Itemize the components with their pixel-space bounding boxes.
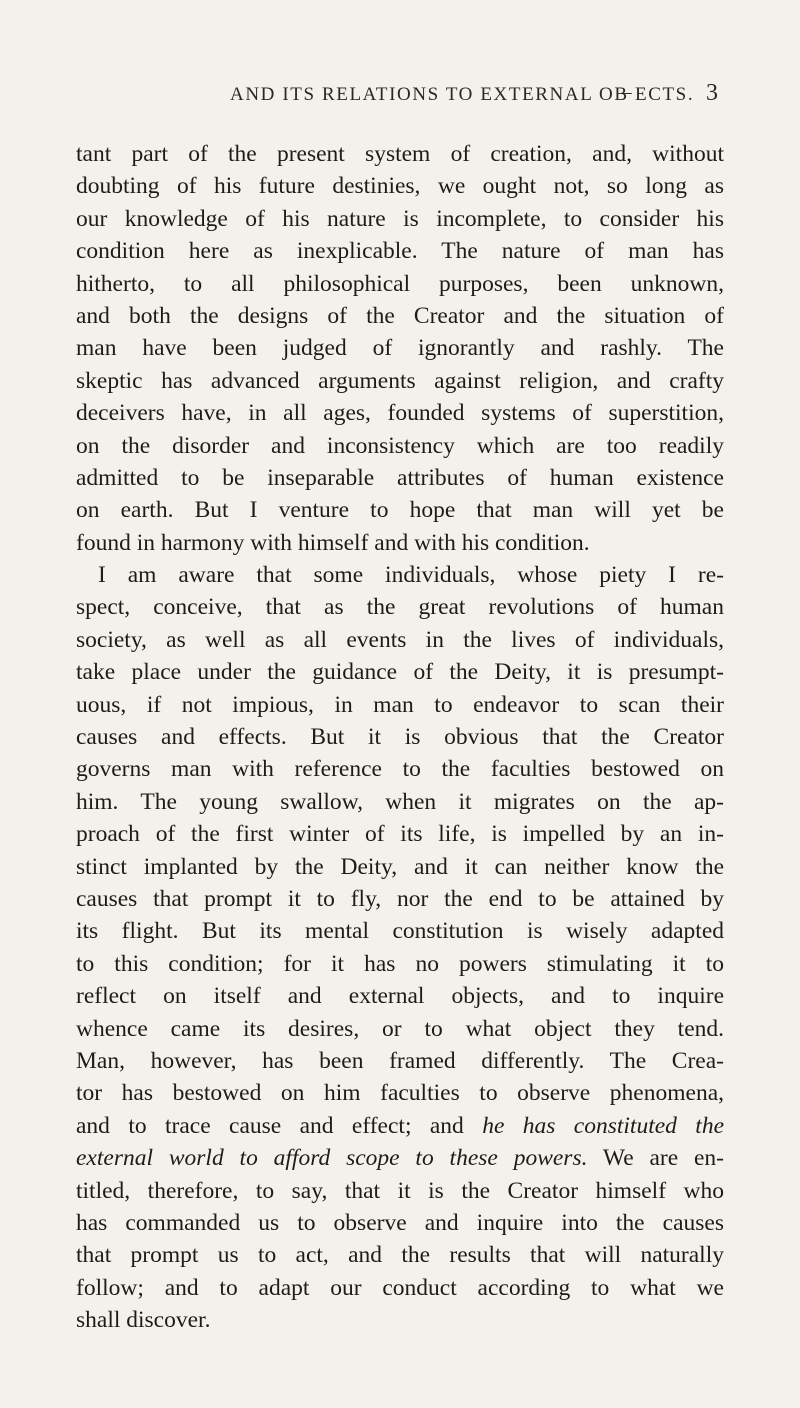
text-line: tant part of the present system of creation, and, without bbox=[76, 141, 724, 167]
text-line: on earth. But I venture to hope that man will yet be bbox=[76, 497, 724, 524]
text-line: skeptic has advanced arguments against religion, and crafty bbox=[76, 367, 724, 394]
text-line: to this condition; for it has no powers stimulating it to bbox=[76, 950, 724, 977]
text-line: stinct implanted by the Deity, and it can neither know the bbox=[76, 853, 724, 880]
text-line: deceivers have, in all ages, founded systems of superstition, bbox=[76, 400, 724, 427]
text-line: causes that prompt it to fly, nor the end to be attained by bbox=[76, 885, 724, 912]
text-line: and both the designs of the Creator and the situation of bbox=[76, 302, 724, 329]
text-line: him. The young swallow, when it migrates on the ap- bbox=[76, 788, 724, 815]
text-line: found in harmony with himself and with his condition. bbox=[76, 529, 590, 556]
text-line: take place under the guidance of the Deity, it is presumpt- bbox=[76, 659, 724, 686]
italic-segment: he has constituted the bbox=[482, 1112, 724, 1139]
text-line: whence came its desires, or to what object they tend. bbox=[76, 1015, 724, 1042]
text-line: shall discover. bbox=[76, 1307, 211, 1334]
text-line: condition here as inexplicable. The nature of man has bbox=[76, 238, 724, 265]
text-line: on the disorder and inconsistency which are too readily bbox=[76, 432, 724, 459]
text-line: has commanded us to observe and inquire into the causes bbox=[76, 1209, 724, 1236]
running-title: AND ITS RELATIONS TO EXTERNAL OB̶ ECTS. bbox=[230, 84, 695, 105]
text-line: man have been judged of ignorantly and rashly. The bbox=[76, 335, 724, 362]
body-text bbox=[76, 138, 724, 1336]
text-line: Man, however, has been framed differently. The Crea- bbox=[76, 1047, 724, 1074]
text-segment: We are en- bbox=[602, 1145, 725, 1172]
italic-segment: external world to afford scope to these powers. bbox=[76, 1145, 588, 1172]
text-line: our knowledge of his nature is incomplete, to consider his bbox=[76, 205, 724, 232]
paragraph-start-line: I am aware that some individuals, whose piety I re- bbox=[98, 562, 724, 589]
text-line: spect, conceive, that as the great revolutions of human bbox=[76, 594, 724, 621]
text-segment: and to trace cause and effect; and bbox=[76, 1112, 464, 1139]
text-line: doubting of his future destinies, we ought not, so long as bbox=[76, 173, 724, 200]
page-number: 3 bbox=[706, 80, 718, 106]
text-line: admitted to be inseparable attributes of human existence bbox=[76, 464, 724, 491]
text-line: hitherto, to all philosophical purposes, been unknown, bbox=[76, 270, 724, 297]
text-line: causes and effects. But it is obvious that the Creator bbox=[76, 724, 724, 751]
text-line: its flight. But its mental constitution is wisely adapted bbox=[76, 918, 724, 945]
text-line: tor has bestowed on him faculties to observe phenomena, bbox=[76, 1080, 724, 1107]
text-line: society, as well as all events in the lives of individuals, bbox=[76, 626, 724, 653]
text-line: proach of the first winter of its life, is impelled by an in- bbox=[76, 821, 724, 848]
text-line-mixed bbox=[76, 1142, 724, 1174]
text-line: follow; and to adapt our conduct according to what we bbox=[76, 1274, 724, 1301]
text-line: governs man with reference to the faculties bestowed on bbox=[76, 756, 724, 783]
text-line-mixed bbox=[76, 1110, 724, 1142]
text-line: uous, if not impious, in man to endeavor to scan their bbox=[76, 691, 724, 718]
text-line: that prompt us to act, and the results that will naturally bbox=[76, 1242, 724, 1269]
text-line: titled, therefore, to say, that it is the Creator himself who bbox=[76, 1177, 724, 1204]
text-line: reflect on itself and external objects, and to inquire bbox=[76, 983, 724, 1010]
